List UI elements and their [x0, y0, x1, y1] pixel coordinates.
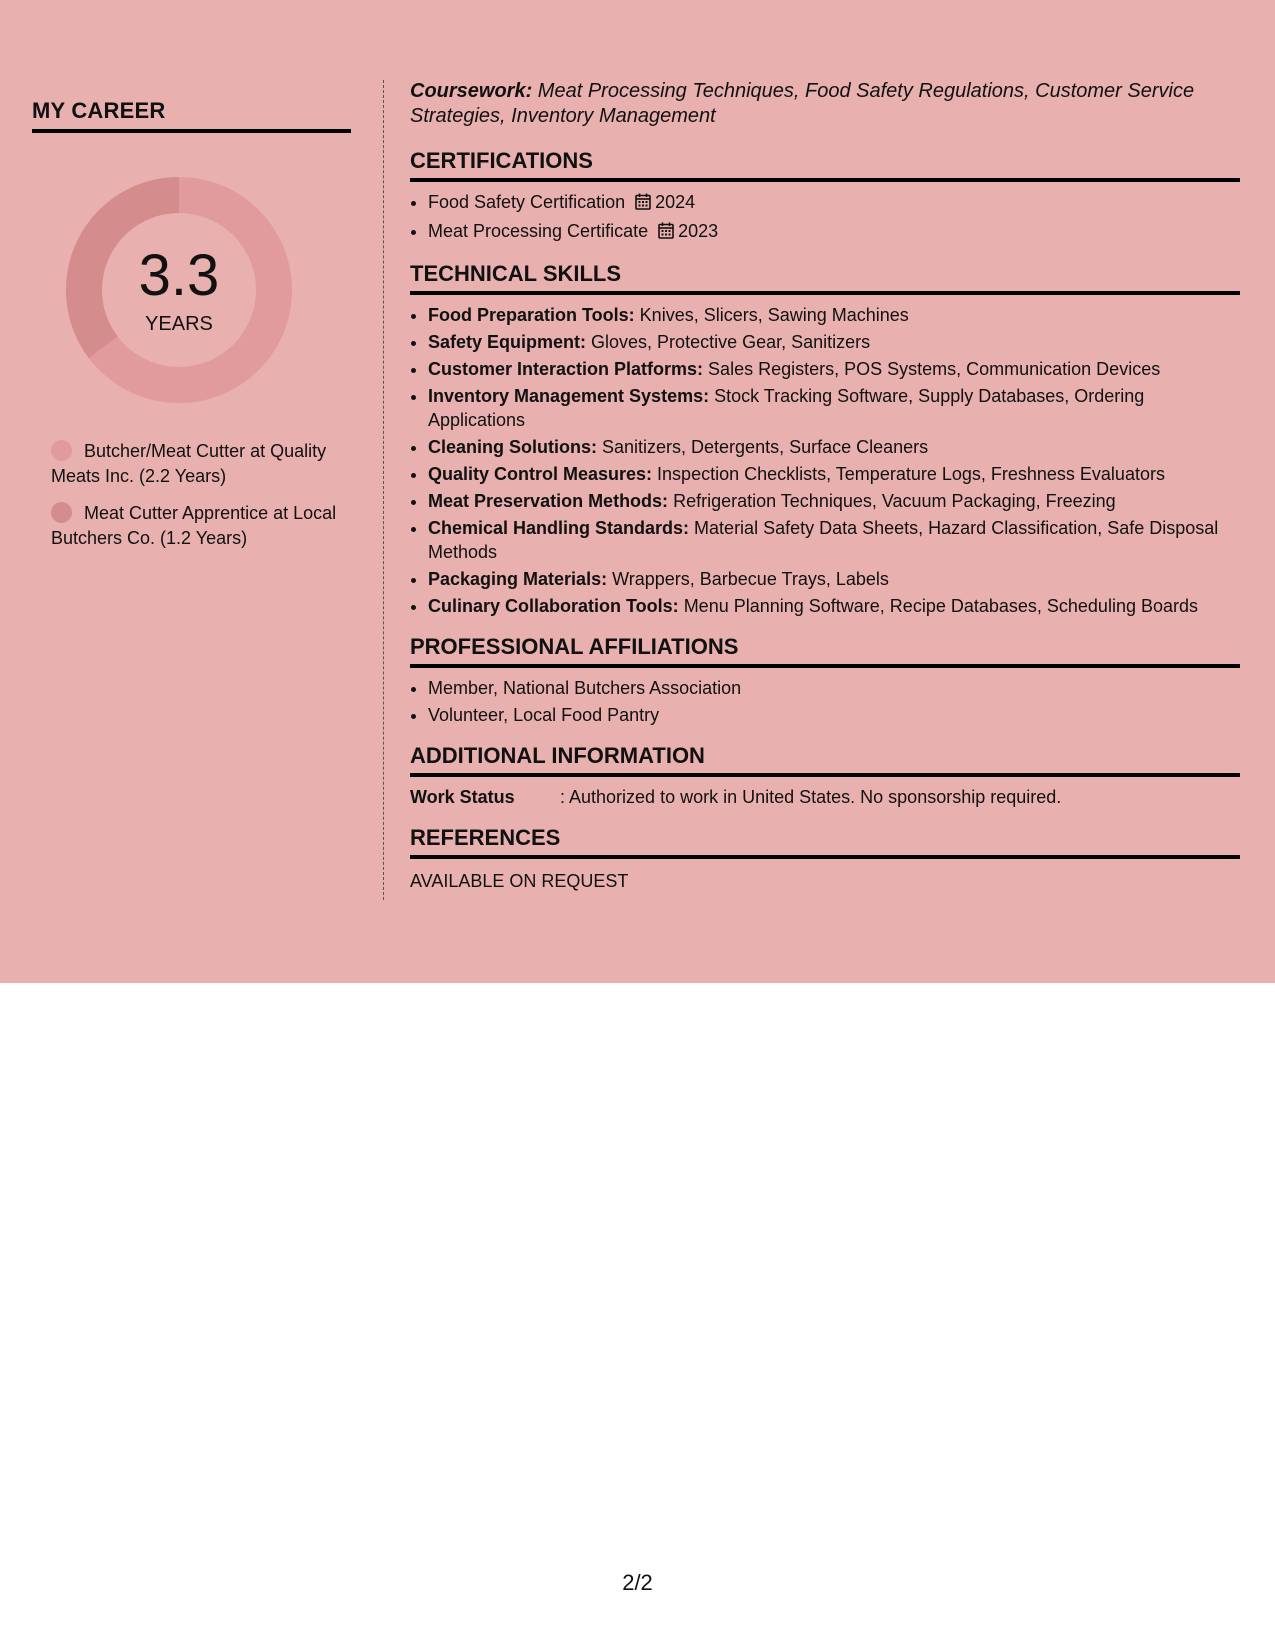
- additional-info-heading: ADDITIONAL INFORMATION: [410, 743, 1240, 777]
- legend-dot-2: [51, 502, 72, 523]
- affiliations-heading: PROFESSIONAL AFFILIATIONS: [410, 634, 1240, 668]
- skill-label: Meat Preservation Methods:: [428, 491, 669, 511]
- skill-value: Inspection Checklists, Temperature Logs, Freshness Evaluators: [652, 464, 1165, 484]
- certifications-heading: CERTIFICATIONS: [410, 148, 1240, 182]
- coursework: [410, 79, 1240, 129]
- career-donut-chart: [66, 177, 292, 403]
- certification-name: Food Safety Certification: [428, 192, 626, 212]
- certification-year: 2023: [678, 221, 719, 241]
- skill-value: Sales Registers, POS Systems, Communication Devices: [703, 359, 1161, 379]
- calendar-icon: [635, 192, 651, 216]
- career-item-label: Meat Cutter Apprentice at Local Butchers Co. (1.2 Years): [51, 503, 337, 548]
- career-sidebar: [32, 98, 351, 563]
- career-total-years: 3.3: [138, 243, 220, 308]
- skill-value: Sanitizers, Detergents, Surface Cleaners: [597, 437, 929, 457]
- work-status-value: : Authorized to work in United States. No sponsorship required.: [560, 787, 1062, 807]
- affiliation-item: • Member, National Butchers Association: [428, 676, 1240, 700]
- skill-value: Material Safety Data Sheets, Hazard Classification, Safe Disposal Methods: [428, 518, 1219, 562]
- skill-item: [428, 303, 1240, 327]
- skill-label: Culinary Collaboration Tools:: [428, 596, 679, 616]
- career-title: MY CAREER: [32, 98, 351, 133]
- affiliation-item: • Volunteer, Local Food Pantry: [428, 703, 1240, 727]
- skill-item: [428, 489, 1240, 513]
- resume-main-column: [410, 79, 1240, 893]
- skill-value: Menu Planning Software, Recipe Databases, Scheduling Boards: [678, 596, 1198, 616]
- affiliations-list: [410, 676, 1240, 727]
- certification-item: [428, 190, 1240, 216]
- skill-label: Packaging Materials:: [428, 569, 608, 589]
- skill-value: Knives, Slicers, Sawing Machines: [634, 305, 909, 325]
- skill-label: Cleaning Solutions:: [428, 437, 597, 457]
- references-text: AVAILABLE ON REQUEST: [410, 871, 629, 891]
- calendar-icon: [658, 221, 674, 245]
- career-legend-item: [51, 501, 351, 551]
- column-divider: [383, 80, 384, 900]
- skill-value: Refrigeration Techniques, Vacuum Packaging, Freezing: [668, 491, 1116, 511]
- skill-value: Stock Tracking Software, Supply Databases, Ordering Applications: [428, 386, 1145, 430]
- certifications-list: [410, 190, 1240, 245]
- skill-value: Gloves, Protective Gear, Sanitizers: [586, 332, 871, 352]
- skill-label: Chemical Handling Standards:: [428, 518, 690, 538]
- skill-label: Customer Interaction Platforms:: [428, 359, 704, 379]
- skill-label: Quality Control Measures:: [428, 464, 653, 484]
- legend-dot-1: [51, 440, 72, 461]
- page-number: 2/2: [622, 1570, 653, 1595]
- coursework-label: Coursework:: [410, 80, 533, 102]
- skill-item: [428, 594, 1240, 618]
- career-legend-item: [51, 439, 351, 489]
- skill-item: [428, 462, 1240, 486]
- skill-item: [428, 435, 1240, 459]
- work-status-label: Work Status: [410, 787, 515, 807]
- career-item-label: Butcher/Meat Cutter at Quality Meats Inc. (2.2 Years): [51, 441, 327, 486]
- work-status-row: [410, 785, 1240, 809]
- skill-item: [428, 357, 1240, 381]
- technical-skills-list: [410, 303, 1240, 618]
- career-years-unit: YEARS: [145, 313, 213, 335]
- certification-year: 2024: [655, 192, 696, 212]
- skill-item: [428, 330, 1240, 354]
- skill-label: Safety Equipment:: [428, 332, 587, 352]
- skill-value: Wrappers, Barbecue Trays, Labels: [607, 569, 889, 589]
- coursework-text: Meat Processing Techniques, Food Safety Regulations, Customer Service Strategies, Inventory Management: [410, 80, 1195, 127]
- skill-item: [428, 567, 1240, 591]
- skill-item: [428, 384, 1240, 432]
- references-heading: REFERENCES: [410, 825, 1240, 859]
- certification-name: Meat Processing Certificate: [428, 221, 649, 241]
- skill-label: Inventory Management Systems:: [428, 386, 710, 406]
- certification-item: [428, 219, 1240, 245]
- technical-skills-heading: TECHNICAL SKILLS: [410, 261, 1240, 295]
- career-legend: [32, 439, 351, 551]
- skill-label: Food Preparation Tools:: [428, 305, 635, 325]
- skill-item: [428, 516, 1240, 564]
